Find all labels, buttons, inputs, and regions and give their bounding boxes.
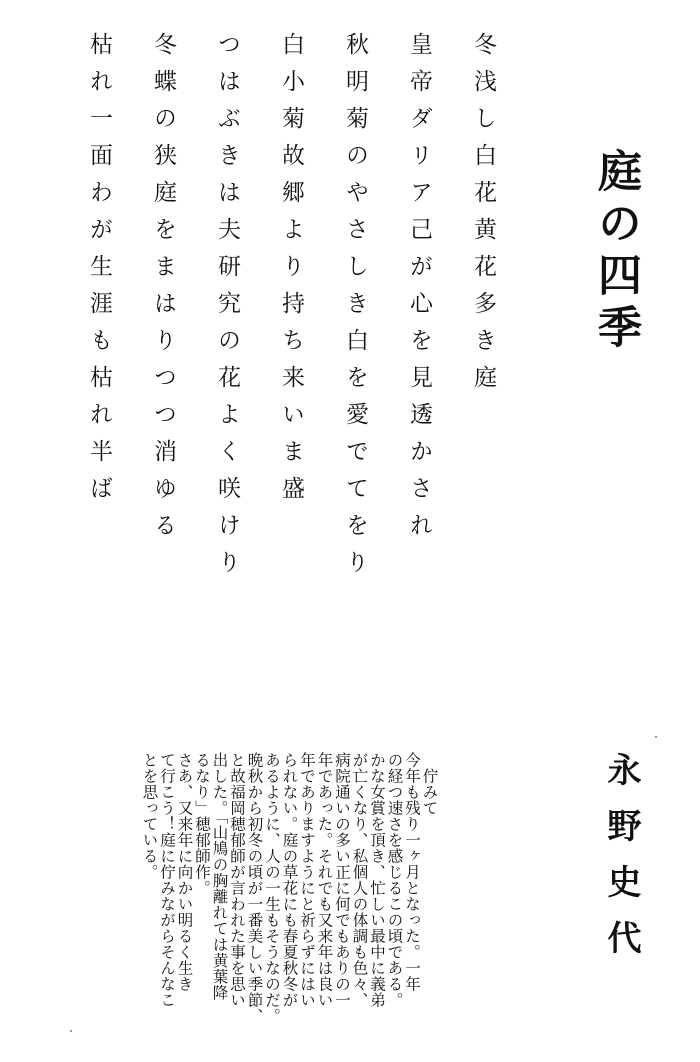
essay-line: かな女賞を頂き、忙しい最中に義弟 [368, 752, 386, 1008]
haiku-line: 冬浅し白花黄花多き庭 [470, 32, 496, 402]
essay-line: の経つ速さを感じるこの頃である。 [385, 752, 404, 1008]
essay-line: て行こう！庭に佇みながらそんなこ [158, 752, 176, 1008]
essay-line: るなり」穂郁師作。 [193, 752, 211, 896]
scan-mark [70, 1030, 72, 1032]
essay-line: 今年も残り一ヶ月となった。一年 [403, 752, 421, 992]
essay-line: とを思っている。 [140, 752, 159, 880]
scan-mark [655, 736, 657, 738]
page-title: 庭の四季 [590, 148, 641, 356]
haiku-line: 冬蝶の狭庭をまはりつつ消ゆる [150, 32, 176, 550]
haiku-line: つはぶきは夫研究の花よく咲けり [214, 32, 240, 587]
essay-line: 年でありますようにと祈らずにはい [298, 752, 316, 1008]
essay-line: 病院通いの多い正に何でもありの一 [333, 752, 351, 1008]
haiku-line: 枯れ一面わが生涯も枯れ半ば [86, 32, 112, 513]
author-name: 永野史代 [601, 752, 641, 976]
haiku-line: 皇帝ダリア己が心を見透かされ [406, 32, 432, 550]
essay-line: 年であった。それでも又来年は良い [315, 752, 334, 1008]
haiku-line: 白小菊故郷より持ち来いま盛 [278, 32, 304, 513]
essay-line: 出した。「山鳩の胸離れては黄葉降 [210, 752, 229, 1001]
essay-line: が亡くなり、私個人の体調も色々、 [350, 752, 369, 1008]
haiku-line: 秋明菊のやさしき白を愛でてをり [342, 32, 368, 587]
essay-line: 晩秋から初冬の頃が一番美しい季節、 [245, 752, 264, 1024]
essay-heading: 佇みて [420, 752, 439, 816]
essay-line: と故福岡穂郁師が言われた事を思い [228, 752, 246, 1008]
essay-line: られない。庭の草花にも春夏秋冬が [280, 752, 299, 1008]
essay-line: さあ、又来年に向かい明るく生き [175, 752, 194, 992]
essay-block [140, 752, 438, 1042]
haiku-block [52, 32, 500, 692]
essay-line: あるように、人の一生もそうなのだ。 [263, 752, 281, 1024]
